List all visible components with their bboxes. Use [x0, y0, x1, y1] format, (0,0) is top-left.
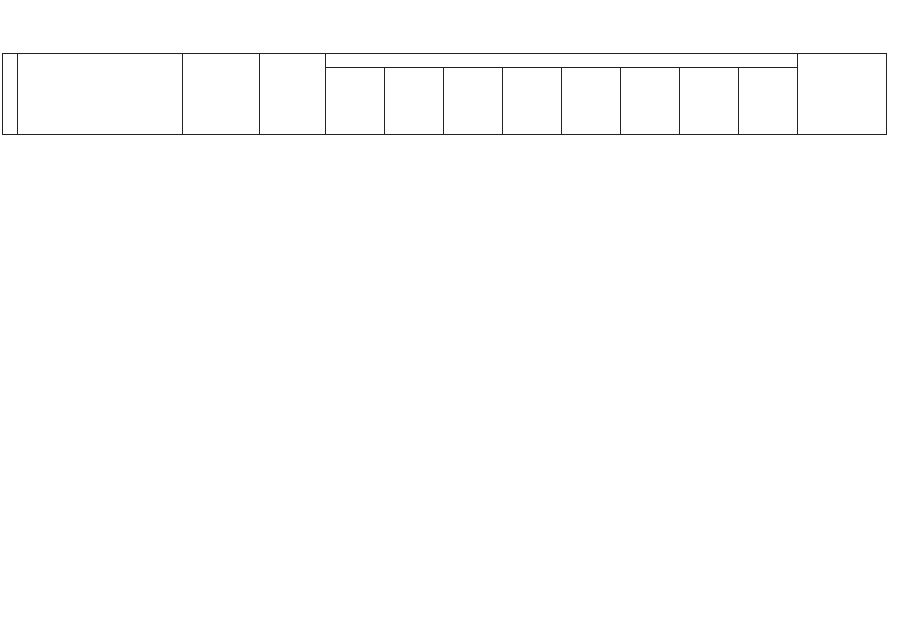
header-year: [444, 67, 503, 135]
header-year: [326, 67, 385, 135]
header-indicator: [798, 54, 887, 135]
header-year: [562, 67, 621, 135]
header-executor: [183, 54, 260, 135]
header-year: [385, 67, 444, 135]
header-year: [503, 67, 562, 135]
header-period: [260, 54, 326, 135]
header-funding: [326, 54, 798, 68]
header-year: [739, 67, 798, 135]
header-name: [18, 54, 183, 135]
table-header: [2, 53, 887, 135]
header-year: [621, 67, 680, 135]
header-year: [680, 67, 739, 135]
header-no: [3, 54, 18, 135]
